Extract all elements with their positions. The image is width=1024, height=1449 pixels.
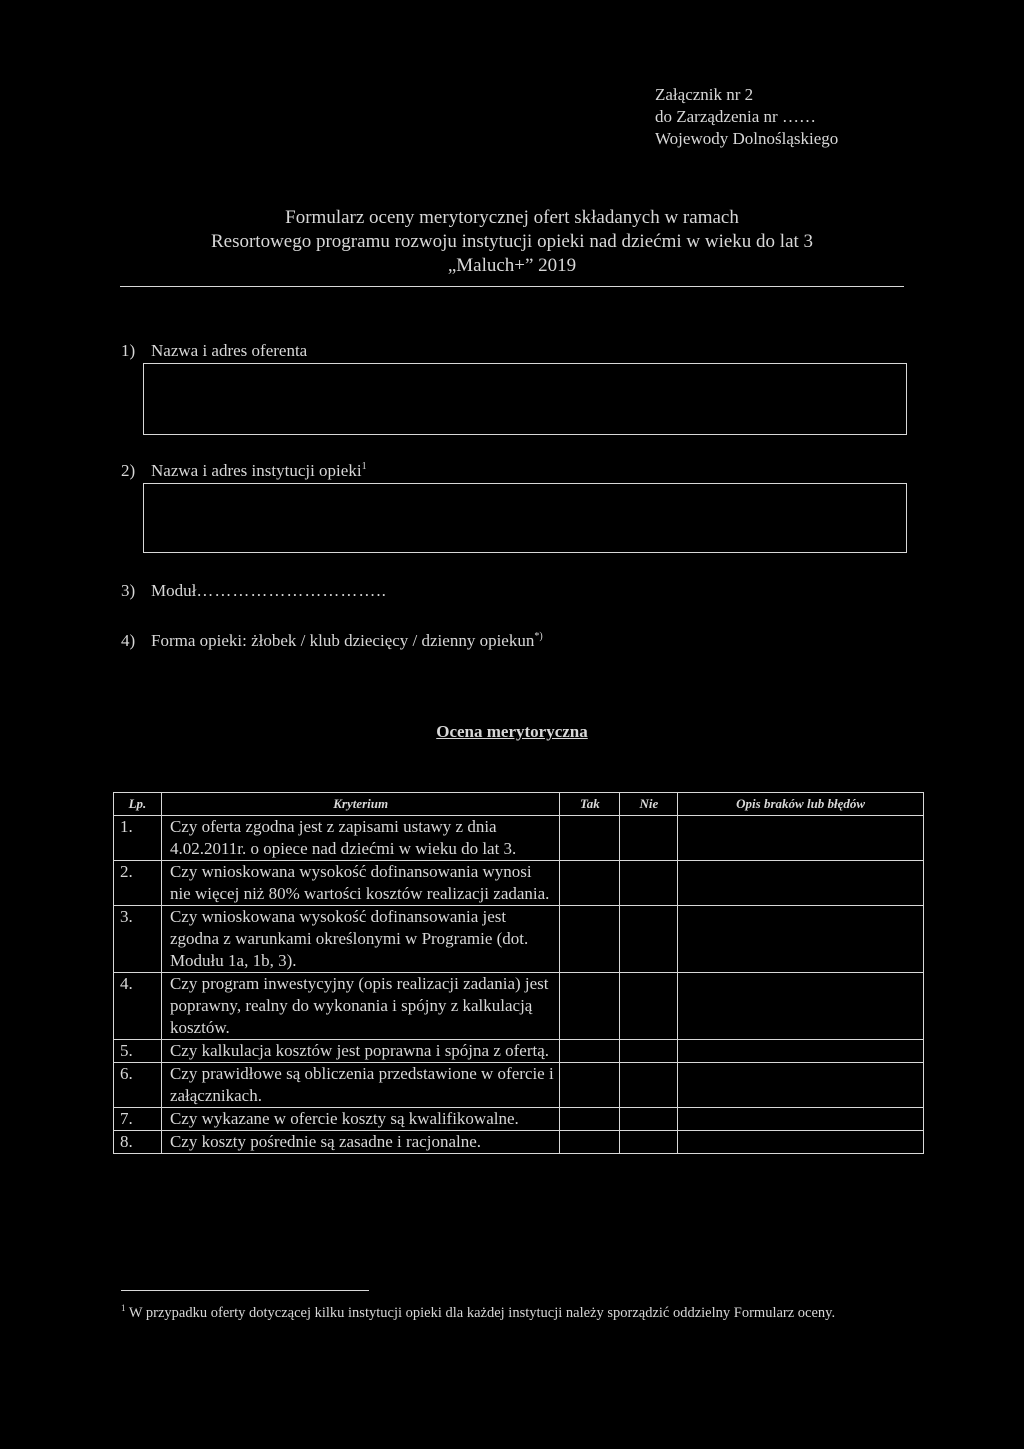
tak-cell[interactable] <box>560 906 620 973</box>
annex-header <box>655 84 838 150</box>
annex-line-3: Wojewody Dolnośląskiego <box>655 129 839 148</box>
tak-cell[interactable] <box>560 973 620 1040</box>
criterion-text: Czy prawidłowe są obliczenia przedstawione w ofercie i załącznikach. <box>161 1063 560 1108</box>
section-4-number: 4) <box>121 631 136 650</box>
criterion-text: Czy wnioskowana wysokość dofinansowania jest zgodna z warunkami określonymi w Programie (dot. Modułu 1a, 1b, 3). <box>161 906 560 973</box>
form-title <box>120 206 904 278</box>
header-opis: Opis braków lub błędów <box>678 793 924 816</box>
title-line-1: Formularz oceny merytorycznej ofert składanych w ramach <box>285 207 739 228</box>
table-row <box>114 1108 924 1131</box>
nie-cell[interactable] <box>620 1108 678 1131</box>
opis-cell[interactable] <box>678 1040 924 1063</box>
row-number: 7. <box>114 1108 162 1131</box>
table-row <box>114 1040 924 1063</box>
section-3-number: 3) <box>121 581 136 600</box>
nie-cell[interactable] <box>620 816 678 861</box>
header-lp: Lp. <box>114 793 162 816</box>
criterion-text: Czy kalkulacja kosztów jest poprawna i spójna z ofertą. <box>161 1040 560 1063</box>
section-2-label <box>121 461 367 481</box>
row-number: 5. <box>114 1040 162 1063</box>
row-number: 8. <box>114 1131 162 1154</box>
nie-cell[interactable] <box>620 861 678 906</box>
criterion-text: Czy wykazane w ofercie koszty są kwalifikowalne. <box>161 1108 560 1131</box>
title-line-2: Resortowego programu rozwoju instytucji opieki nad dziećmi w wieku do lat 3 <box>210 231 814 252</box>
tak-cell[interactable] <box>560 861 620 906</box>
tak-cell[interactable] <box>560 1040 620 1063</box>
table-row <box>114 816 924 861</box>
header-kryterium: Kryterium <box>161 793 560 816</box>
opis-cell[interactable] <box>678 861 924 906</box>
section-1-number: 1) <box>121 341 136 360</box>
row-number: 4. <box>114 973 162 1040</box>
section-1-text: Nazwa i adres oferenta <box>151 341 308 360</box>
section-4-text: Forma opieki: żłobek / klub dziecięcy / dzienny opiekun <box>151 631 535 650</box>
row-number: 1. <box>114 816 162 861</box>
footnote-mark: 1 <box>121 1303 126 1313</box>
criterion-text: Czy program inwestycyjny (opis realizacji zadania) jest poprawny, realny do wykonania i spójny z kalkulacją kosztów. <box>161 973 560 1040</box>
tak-cell[interactable] <box>560 816 620 861</box>
opis-cell[interactable] <box>678 906 924 973</box>
opis-cell[interactable] <box>678 1108 924 1131</box>
header-nie: Nie <box>620 793 678 816</box>
institution-field[interactable] <box>143 483 907 553</box>
footnote <box>121 1298 911 1323</box>
footnote-divider <box>121 1290 369 1291</box>
opis-cell[interactable] <box>678 973 924 1040</box>
module-fill-in-dots[interactable]: ………………………….. <box>196 581 387 600</box>
criterion-text: Czy wnioskowana wysokość dofinansowania wynosi nie więcej niż 80% wartości kosztów realizacji zadania. <box>161 861 560 906</box>
nie-cell[interactable] <box>620 1040 678 1063</box>
table-row <box>114 1063 924 1108</box>
footnote-ref-1: 1 <box>361 461 367 472</box>
criteria-table <box>113 792 924 1154</box>
section-2-number: 2) <box>121 461 136 480</box>
criterion-text: Czy koszty pośrednie są zasadne i racjonalne. <box>161 1131 560 1154</box>
section-1-label <box>121 341 307 361</box>
table-row <box>114 1131 924 1154</box>
tak-cell[interactable] <box>560 1108 620 1131</box>
table-row <box>114 906 924 973</box>
section-3-text: Moduł <box>151 581 197 600</box>
row-number: 3. <box>114 906 162 973</box>
row-number: 2. <box>114 861 162 906</box>
asterisk-note-ref: *) <box>534 631 543 642</box>
oferent-field[interactable] <box>143 363 907 435</box>
tak-cell[interactable] <box>560 1131 620 1154</box>
footnote-text: W przypadku oferty dotyczącej kilku instytucji opieki dla każdej instytucji należy sporządzić oddzielny Formularz oceny. <box>125 1305 836 1321</box>
nie-cell[interactable] <box>620 906 678 973</box>
section-2-text: Nazwa i adres instytucji opieki <box>151 461 362 480</box>
tak-cell[interactable] <box>560 1063 620 1108</box>
annex-line-2: do Zarządzenia nr …… <box>655 107 816 126</box>
table-header-row <box>114 793 924 816</box>
table-row <box>114 861 924 906</box>
nie-cell[interactable] <box>620 973 678 1040</box>
title-line-3: „Maluch+” 2019 <box>447 255 577 276</box>
section-3-label <box>121 581 387 601</box>
annex-line-1: Załącznik nr 2 <box>655 85 754 104</box>
section-4-label <box>121 631 543 651</box>
ocena-heading: Ocena merytoryczna <box>436 722 588 741</box>
title-divider <box>120 286 904 287</box>
row-number: 6. <box>114 1063 162 1108</box>
nie-cell[interactable] <box>620 1063 678 1108</box>
opis-cell[interactable] <box>678 816 924 861</box>
table-row <box>114 973 924 1040</box>
opis-cell[interactable] <box>678 1063 924 1108</box>
header-tak: Tak <box>560 793 620 816</box>
nie-cell[interactable] <box>620 1131 678 1154</box>
opis-cell[interactable] <box>678 1131 924 1154</box>
criterion-text: Czy oferta zgodna jest z zapisami ustawy z dnia 4.02.2011r. o opiece nad dziećmi w wieku do lat 3. <box>161 816 560 861</box>
